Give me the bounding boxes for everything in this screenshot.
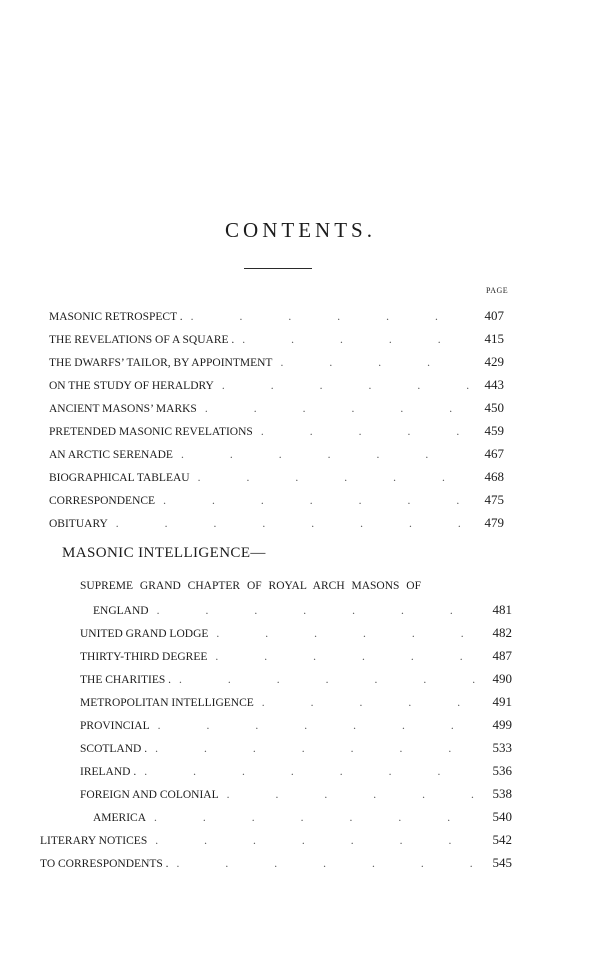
toc-subentry-page: 481 (492, 602, 512, 617)
toc-subentry-page: 540 (492, 809, 512, 824)
leader-dots (158, 720, 482, 732)
toc-entry-page: 467 (484, 446, 504, 461)
toc-entry (49, 492, 504, 508)
toc-subentry-label: SCOTLAND . (80, 743, 148, 755)
leader-dots (242, 334, 474, 346)
toc-subentry (80, 763, 512, 779)
leader-dots (181, 449, 474, 461)
toc-entry (49, 446, 504, 462)
toc-entry-page: 542 (492, 832, 512, 847)
title-rule (244, 268, 312, 269)
toc-subentry (80, 786, 512, 802)
toc-subentry-label: METROPOLITAN INTELLIGENCE (80, 697, 254, 709)
toc-entry-label: THE REVELATIONS OF A SQUARE . (49, 334, 235, 346)
toc-entry-page: 407 (484, 308, 504, 323)
toc-subentry-page: 499 (492, 717, 512, 732)
toc-subentry (80, 648, 512, 664)
leader-dots (116, 518, 474, 530)
leader-dots (262, 697, 482, 709)
toc-entry (49, 423, 504, 439)
toc-entry (49, 469, 504, 485)
toc-entry-label: TO CORRESPONDENTS . (40, 858, 169, 870)
toc-subentry-label: THE CHARITIES . (80, 674, 172, 686)
page-column-header: PAGE (486, 286, 509, 295)
toc-entry (49, 308, 504, 324)
toc-subentry-page: 487 (492, 648, 512, 663)
leader-dots (216, 628, 482, 640)
toc-subentry-page: 538 (492, 786, 512, 801)
toc-entry-label: CORRESPONDENCE (49, 495, 156, 507)
leader-dots (177, 858, 482, 870)
toc-entry-label: BIOGRAPHICAL TABLEAU (49, 472, 190, 484)
toc-entry (49, 331, 504, 347)
leader-dots (205, 403, 474, 415)
leader-dots (261, 426, 474, 438)
toc-entry-label: PRETENDED MASONIC REVELATIONS (49, 426, 253, 438)
leader-dots (155, 835, 482, 847)
toc-subentry (80, 625, 512, 641)
supreme-chapter-line: SUPREME GRAND CHAPTER OF ROYAL ARCH MASONS OF (80, 580, 422, 592)
leader-dots (179, 674, 482, 686)
toc-entry-label: MASONIC RETROSPECT . (49, 311, 183, 323)
toc-subentry-label: ENGLAND (93, 605, 149, 617)
toc-subentry-page: 482 (492, 625, 512, 640)
toc-entry-label: AN ARCTIC SERENADE (49, 449, 173, 461)
page-title: CONTENTS. (225, 218, 376, 242)
toc-subentry (80, 740, 512, 756)
toc-subentry-label: AMERICA (93, 812, 147, 824)
toc-entry (40, 832, 512, 848)
section-heading: MASONIC INTELLIGENCE— (62, 545, 266, 561)
toc-subentry-label: PROVINCIAL (80, 720, 150, 732)
toc-entry-label: ON THE STUDY OF HERALDRY (49, 380, 214, 392)
toc-entry (49, 400, 504, 416)
toc-subentry-page: 490 (492, 671, 512, 686)
leader-dots (163, 495, 474, 507)
toc-entry-page: 545 (492, 855, 512, 870)
toc-entry-page: 443 (484, 377, 504, 392)
leader-dots (227, 789, 482, 801)
leader-dots (215, 651, 482, 663)
toc-entry-page: 415 (484, 331, 504, 346)
toc-entry-page: 475 (484, 492, 504, 507)
toc-entry-page: 429 (484, 354, 504, 369)
leader-dots (157, 605, 482, 617)
leader-dots (154, 812, 482, 824)
toc-subentry-label: IRELAND . (80, 766, 137, 778)
toc-entry (49, 377, 504, 393)
toc-subentry (80, 671, 512, 687)
leader-dots (191, 311, 474, 323)
toc-entry-label: ANCIENT MASONS’ MARKS (49, 403, 197, 415)
toc-entry (49, 354, 504, 370)
toc-entry (40, 855, 512, 871)
leader-dots (144, 766, 482, 778)
toc-entry-page: 479 (484, 515, 504, 530)
toc-entry-page: 459 (484, 423, 504, 438)
leader-dots (198, 472, 474, 484)
toc-subentry-page: 491 (492, 694, 512, 709)
toc-entry-label: THE DWARFS’ TAILOR, BY APPOINTMENT (49, 357, 273, 369)
leader-dots (222, 380, 474, 392)
toc-subentry (80, 717, 512, 733)
leader-dots (280, 357, 474, 369)
toc-subentry-page: 533 (492, 740, 512, 755)
toc-subentry (80, 694, 512, 710)
toc-subentry (93, 809, 512, 825)
toc-subentry-page: 536 (492, 763, 512, 778)
toc-entry-page: 468 (484, 469, 504, 484)
toc-entry-page: 450 (484, 400, 504, 415)
toc-subentry-label: THIRTY-THIRD DEGREE (80, 651, 208, 663)
toc-entry-label: LITERARY NOTICES (40, 835, 148, 847)
toc-subentry-label: UNITED GRAND LODGE (80, 628, 209, 640)
leader-dots (155, 743, 482, 755)
toc-subentry (93, 602, 512, 618)
toc-entry-label: OBITUARY (49, 518, 108, 530)
toc-subentry-label: FOREIGN AND COLONIAL (80, 789, 219, 801)
toc-entry (49, 515, 504, 531)
